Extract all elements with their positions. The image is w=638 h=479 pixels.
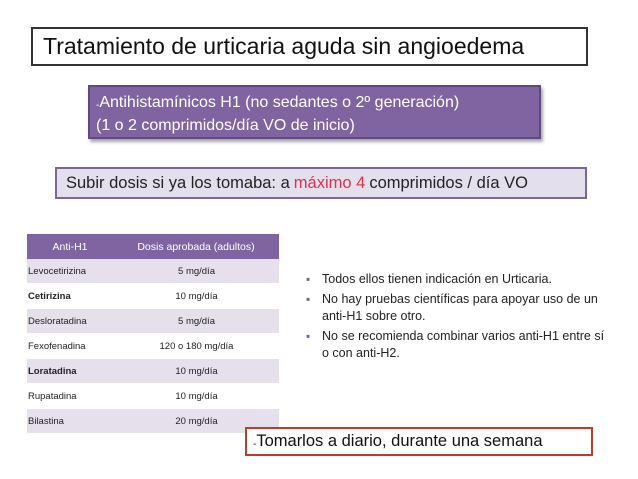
daily-intake-note-text: Tomarlos a diario, durante una semana bbox=[256, 432, 543, 450]
table-cell-dose: 5 mg/día bbox=[113, 259, 279, 284]
table-cell-drug: Bilastina bbox=[27, 409, 113, 434]
dose-note-before: Subir dosis si ya los tomaba: a bbox=[66, 173, 290, 192]
table-cell-drug: Loratadina bbox=[27, 359, 113, 384]
slide-title bbox=[31, 27, 588, 66]
table-header-drug: Anti-H1 bbox=[27, 234, 113, 259]
bullet-square-icon: ▪ bbox=[306, 329, 311, 343]
table-cell-dose: 5 mg/día bbox=[113, 309, 279, 334]
table-header-row bbox=[27, 234, 279, 259]
antihistamine-note bbox=[88, 85, 541, 139]
table-cell-dose: 10 mg/día bbox=[113, 359, 279, 384]
bullet-square-icon: ▪ bbox=[306, 272, 311, 286]
antihistamine-dose-table bbox=[27, 234, 279, 434]
daily-intake-note bbox=[245, 427, 593, 456]
table-cell-dose: 10 mg/día bbox=[113, 384, 279, 409]
antihistamine-note-line1-text: Antihistamínicos H1 (no sedantes o 2º generación) bbox=[99, 94, 460, 111]
antihistamine-note-line1 bbox=[96, 91, 533, 114]
table-row bbox=[27, 309, 279, 334]
key-points-list bbox=[306, 271, 606, 365]
list-item-text: Todos ellos tienen indicación en Urticaria. bbox=[322, 272, 552, 286]
table-cell-drug: Rupatadina bbox=[27, 384, 113, 409]
table-row bbox=[27, 284, 279, 309]
table-row bbox=[27, 384, 279, 409]
table-header-dose: Dosis aprobada (adultos) bbox=[113, 234, 279, 259]
table-cell-drug: Desloratadina bbox=[27, 309, 113, 334]
table-row bbox=[27, 259, 279, 284]
table-cell-drug: Levocetirizina bbox=[27, 259, 113, 284]
table-row bbox=[27, 359, 279, 384]
table-row bbox=[27, 334, 279, 359]
table-cell-dose: 20 mg/día bbox=[113, 409, 279, 434]
dose-note bbox=[55, 167, 587, 199]
table-cell-dose: 120 o 180 mg/día bbox=[113, 334, 279, 359]
dose-note-after: comprimidos / día VO bbox=[369, 173, 528, 192]
antihistamine-note-line2: (1 o 2 comprimidos/día VO de inicio) bbox=[96, 117, 355, 134]
list-item bbox=[306, 271, 606, 288]
list-item-text: No se recomienda combinar varios anti-H1 entre sí o con anti-H2. bbox=[322, 329, 605, 360]
list-item-text: No hay pruebas científicas para apoyar uso de un anti-H1 sobre otro. bbox=[322, 292, 598, 323]
table-cell-dose: 10 mg/día bbox=[113, 284, 279, 309]
table-cell-drug: Cetirizina bbox=[27, 284, 113, 309]
table-row bbox=[27, 409, 279, 434]
slide-title-text: Tratamiento de urticaria aguda sin angioedema bbox=[43, 33, 525, 59]
dash-marker: - bbox=[253, 439, 257, 450]
table-cell-drug: Fexofenadina bbox=[27, 334, 113, 359]
list-item bbox=[306, 291, 606, 325]
bullet-square-icon: ▪ bbox=[306, 292, 311, 306]
dose-note-highlight: máximo 4 bbox=[293, 173, 366, 192]
list-item bbox=[306, 328, 606, 362]
dash-marker: - bbox=[96, 100, 100, 111]
